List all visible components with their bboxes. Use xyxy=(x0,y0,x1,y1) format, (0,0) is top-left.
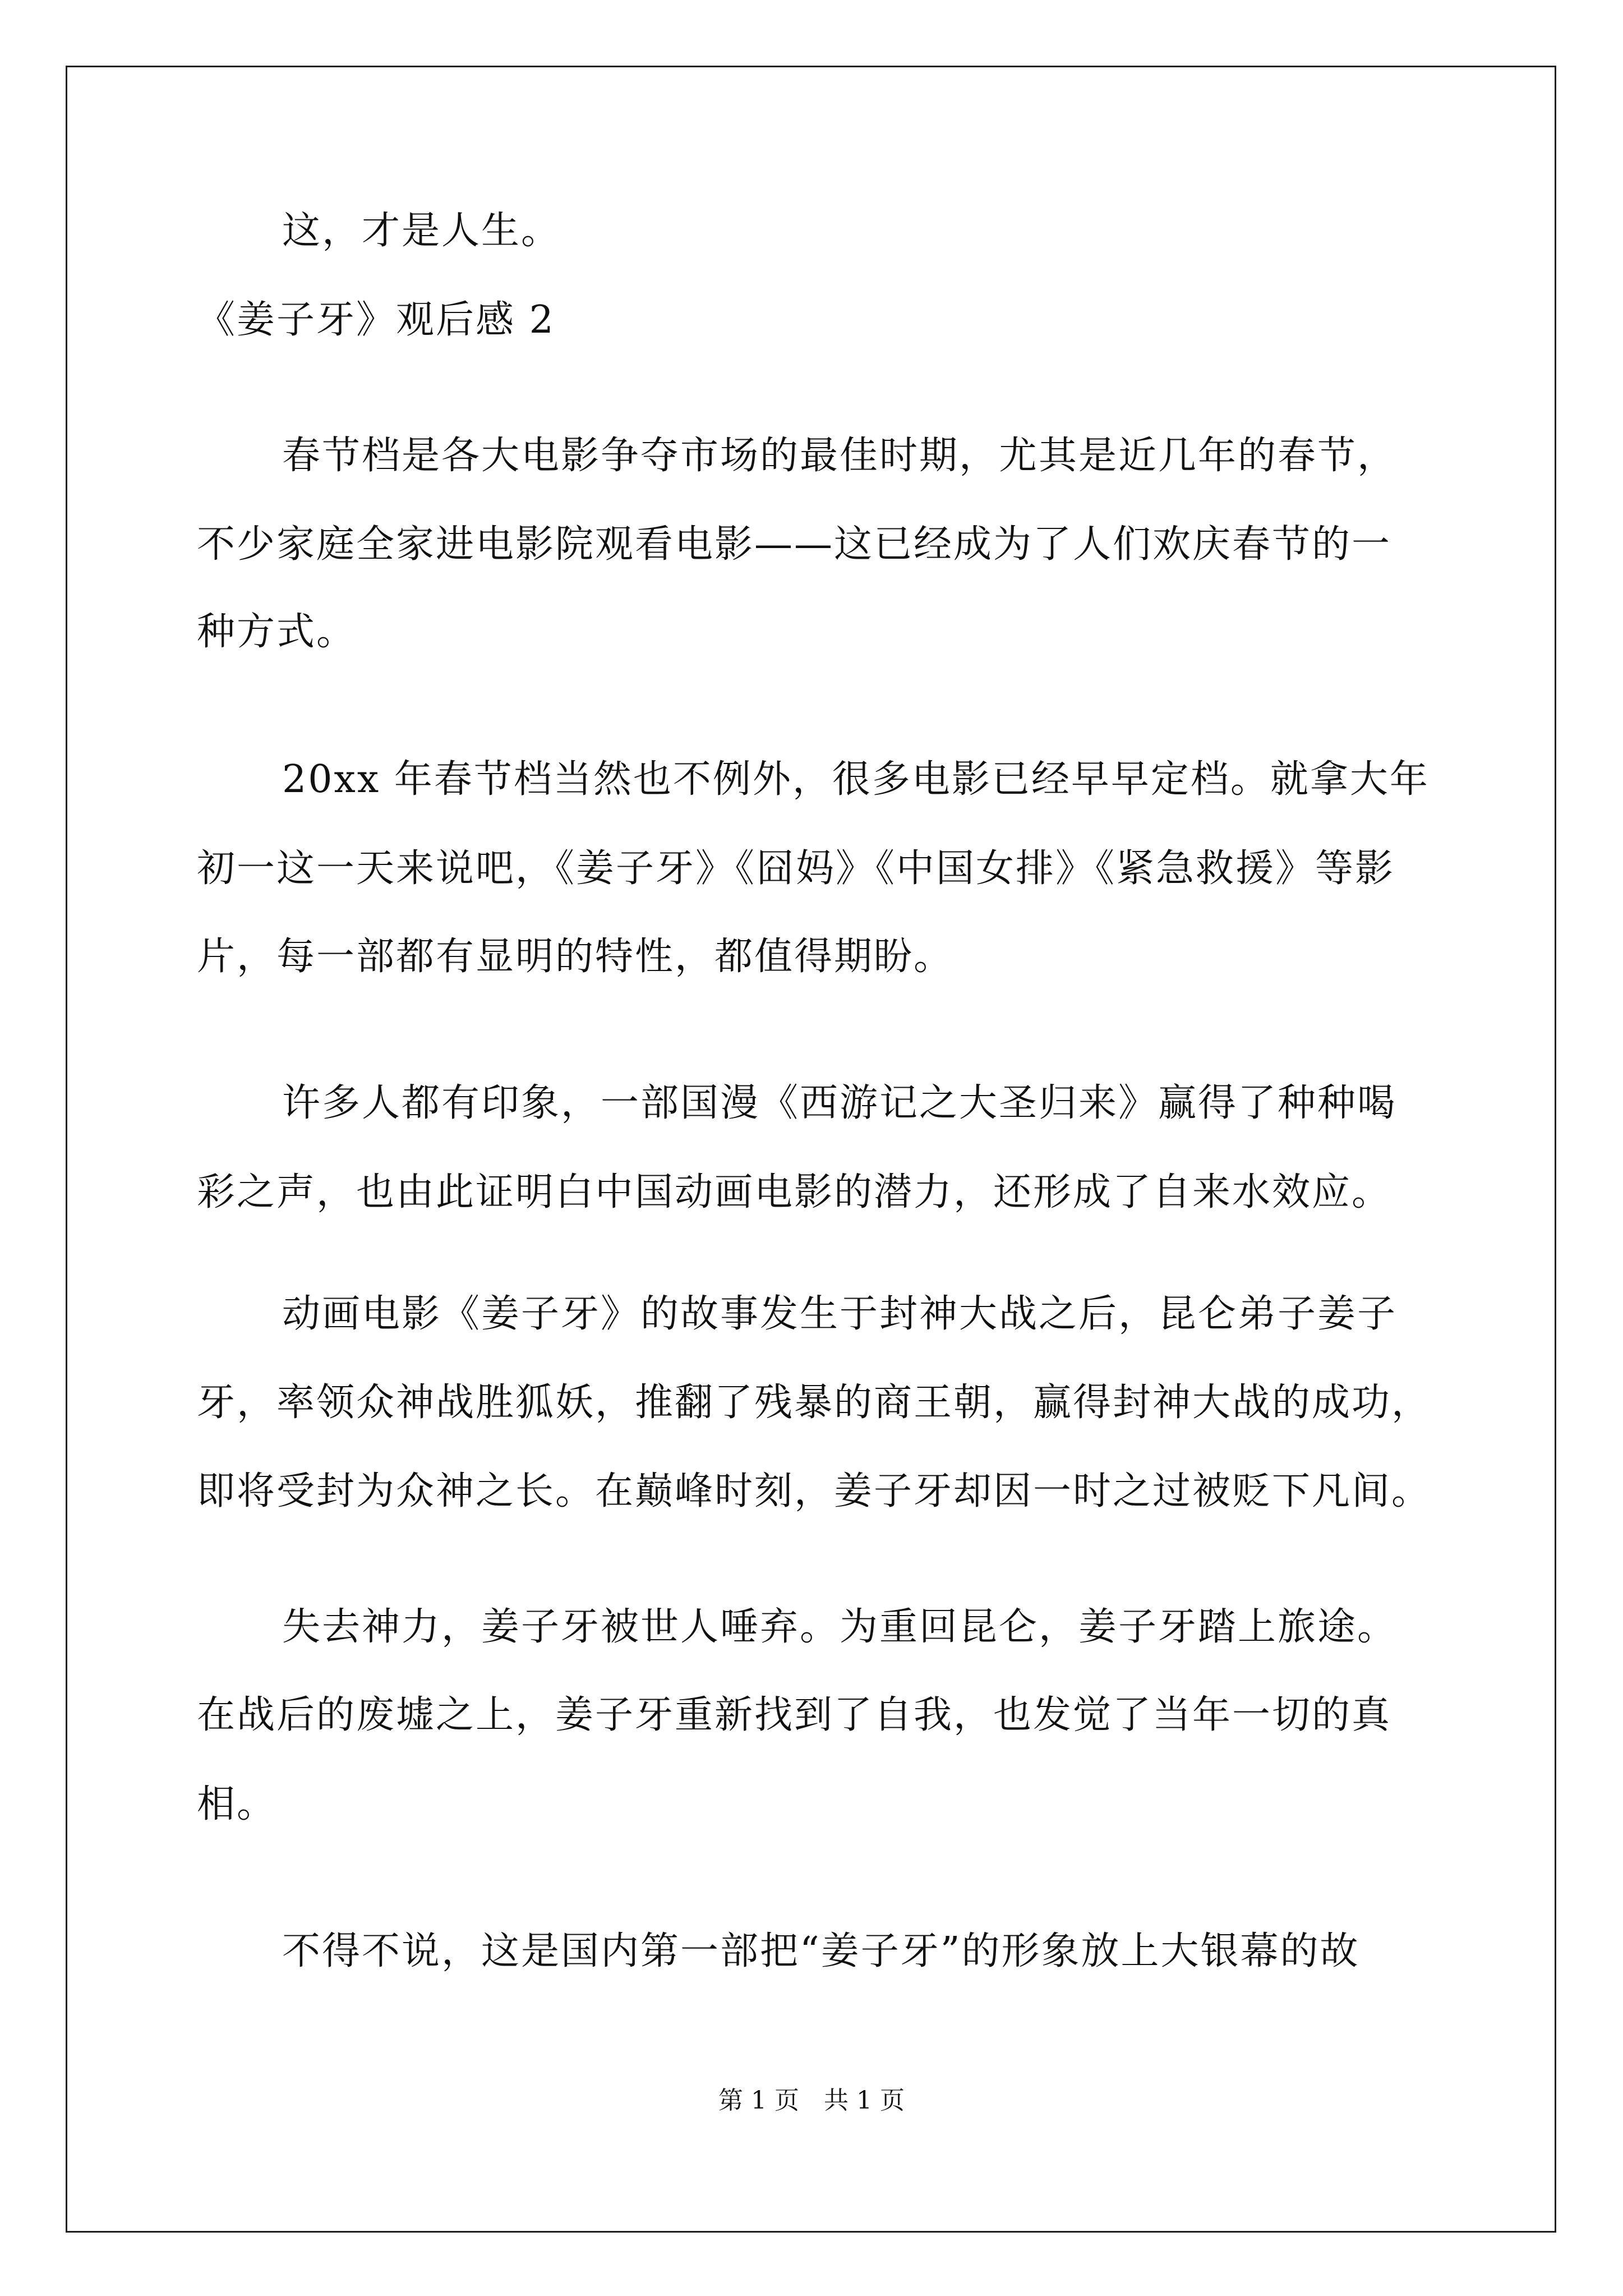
paragraph-line: 相。 xyxy=(197,1782,277,1826)
paragraph-line: 在战后的废墟之上，姜子牙重新找到了自我，也发觉了当年一切的真 xyxy=(197,1693,1392,1737)
paragraph-line: 种方式。 xyxy=(197,610,357,654)
page-border xyxy=(66,66,1556,2233)
paragraph-line: 不少家庭全家进电影院观看电影——这已经成为了人们欢庆春节的一 xyxy=(197,522,1392,567)
paragraph-line: 初一这一天来说吧，《姜子牙》《囧妈》《中国女排》《紧急救援》等影 xyxy=(197,846,1395,891)
paragraph-line: 许多人都有印象，一部国漫《西游记之大圣归来》赢得了种种喝 xyxy=(282,1081,1398,1125)
paragraph-line: 动画电影《姜子牙》的故事发生于封神大战之后，昆仑弟子姜子 xyxy=(282,1292,1398,1336)
paragraph-line: 彩之声，也由此证明白中国动画电影的潜力，还形成了自来水效应。 xyxy=(197,1170,1392,1214)
paragraph-line: 20xx 年春节档当然也不例外，很多电影已经早早定档。就拿大年 xyxy=(282,757,1430,802)
paragraph-line: 牙，率领众神战胜狐妖，推翻了残暴的商王朝，赢得封神大战的成功， xyxy=(197,1381,1432,1425)
section-title: 《姜子牙》观后感 2 xyxy=(197,298,555,342)
paragraph-line: 即将受封为众神之长。在巅峰时刻，姜子牙却因一时之过被贬下凡间。 xyxy=(197,1469,1432,1513)
paragraph-line: 失去神力，姜子牙被世人唾弃。为重回昆仑，姜子牙踏上旅途。 xyxy=(282,1605,1398,1649)
paragraph-line: 不得不说，这是国内第一部把“姜子牙”的形象放上大银幕的故 xyxy=(282,1929,1360,1973)
paragraph-line: 片，每一部都有显明的特性，都值得期盼。 xyxy=(197,935,954,979)
page-number: 第 1 页 共 1 页 xyxy=(718,2086,905,2115)
paragraph-line: 春节档是各大电影争夺市场的最佳时期，尤其是近几年的春节， xyxy=(282,434,1398,478)
paragraph-line: 这，才是人生。 xyxy=(282,209,561,253)
